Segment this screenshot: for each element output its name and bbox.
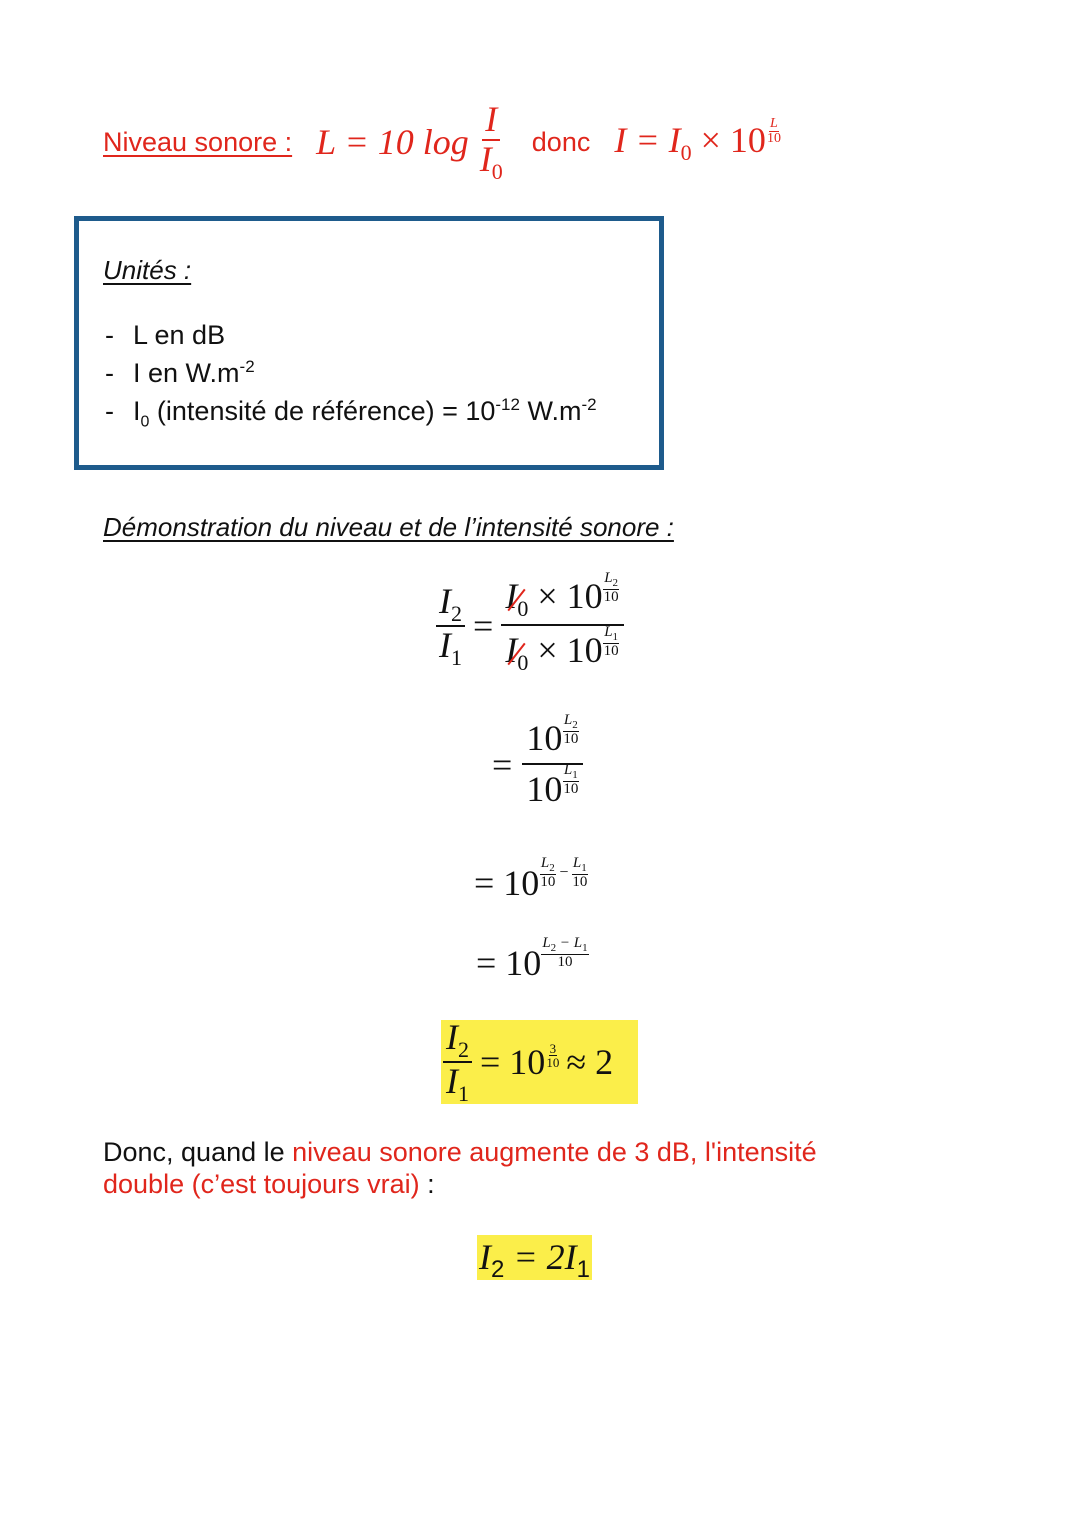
demo-step-3: = 10 $\frac{L_2}{10}$ − $\frac{L_1}{10}$	[474, 854, 588, 903]
units-box	[74, 216, 664, 470]
cancelled-i0-numerator: $I_0$	[505, 576, 529, 622]
demo-step-4: = 10 $\frac{L_2 - L_1}{10}$	[476, 934, 588, 983]
demo-step-2: = 10 $\frac{L_2}{10}$ 10 $\frac{L_1}{10}$	[492, 720, 583, 809]
units-item-reference: - $I_0$ (intensité de référence) = $10^{-12}$ $W.m^{-2}$	[105, 395, 597, 431]
units-list	[105, 319, 597, 438]
units-title: Unités :	[103, 255, 192, 285]
final-formula: $I_2 = 2I_1$	[479, 1237, 590, 1284]
units-item-level: - L en dB	[105, 320, 226, 350]
conclusion-text: Donc, quand le niveau sonore augmente de 3 dB, l'intensité double (c’est toujours vrai) :	[103, 1137, 817, 1199]
demo-title: Démonstration du niveau et de l’intensité sonore :	[103, 512, 674, 542]
formula-level: L = 10 log $\frac{I}{I_0}$	[316, 99, 503, 185]
demo-step-1: $\frac{I_2}{I_1}$ = $I_0 \times 10$ $\frac{L_2}{10}$ $I_0 \times 10$ $\frac{L_1}{10}$	[436, 578, 624, 675]
cancelled-i0-denominator: $I_0$	[505, 630, 529, 676]
units-item-intensity: - I en $W.m^{-2}$	[105, 357, 255, 388]
formula-intensity: $I = I_0 \times 10$ $\frac{L}{10}$	[614, 116, 781, 166]
demo-result: $\frac{I_2}{I_1}$ = 10 $\frac{3}{10}$ ≈ 2	[441, 1020, 638, 1104]
header-label: Niveau sonore :	[103, 127, 293, 157]
header-formula	[103, 95, 782, 190]
header-connector: donc	[531, 127, 591, 157]
